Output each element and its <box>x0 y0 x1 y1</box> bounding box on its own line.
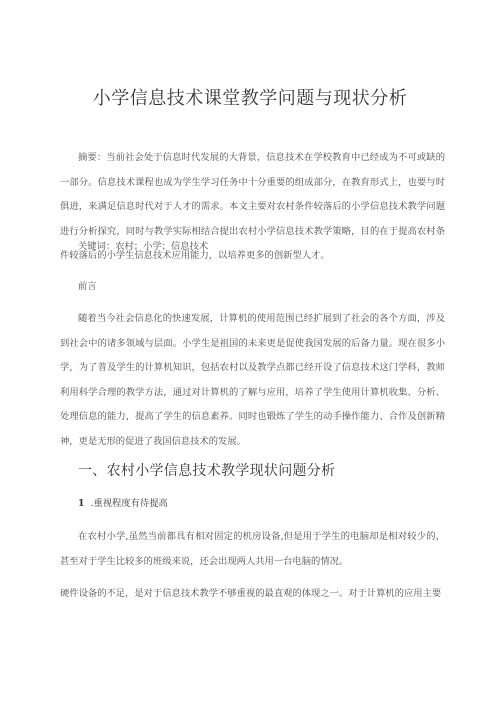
section-heading: 一、农村小学信息技术教学现状问题分析 <box>78 463 336 479</box>
preface-paragraph: 随着当今社会信息化的快速发展，计算机的使用范围已经扩展到了社会的各个方面，涉及到社会中的诸多领域与层面。小学生是祖国的未来更是促使我国发展的后备力量。现在很多小学，为了普及学生的计算机知识，包括农村以及教学点都已经开设了信息技术这门学科，教师利用科学合理的教学方法，通过对计算机的了解与应用，培养了学生使用计算机收集、分析、处理信息的能力，提高了学生的信息素养。同时也锻炼了学生的动手操作能力、合作及创新精神，更是无形的促进了我国信息技术的发展。 <box>60 313 445 447</box>
subsection-title: .重视程度有待提高 <box>90 498 168 509</box>
subsection-heading <box>78 496 168 512</box>
abstract-paragraph: 摘要：当前社会处于信息时代发展的大背景，信息技术在学校教育中已经成为不可或缺的一部分。信息技术课程也成为学生学习任务中十分重要的组成部分，在教育形式上，也要与时俱进，来满足信息时代对于人才的需求。本文主要对农村条件较落后的小学信息技术教学问题进行分析探究，同时与教学实际相结合提出农村小学信息技术教学策略，目的在于提高农村条件较落后的小学生信息技术应用能力，以培养更多的创新型人才。 <box>60 152 445 261</box>
section-paragraph-1: 在农村小学,虽然当前都具有相对固定的机房设备,但是用于学生的电脑却是相对较少的，甚至对于学生比较多的班级来说，还会出现两人共用一台电脑的情况。 <box>60 531 445 567</box>
keywords-line: 关键词：农村；小学；信息技术 <box>78 241 209 252</box>
subsection-number: 1 <box>78 498 85 509</box>
preface-heading: 前言 <box>78 281 97 292</box>
section-paragraph-2: 硬件设备的不足，是对于信息技术教学不够重视的最直观的体现之一。对于计算机的应用主要 <box>60 588 442 599</box>
document-title: 小学信息技术课堂教学问题与现状分析 <box>92 88 408 109</box>
